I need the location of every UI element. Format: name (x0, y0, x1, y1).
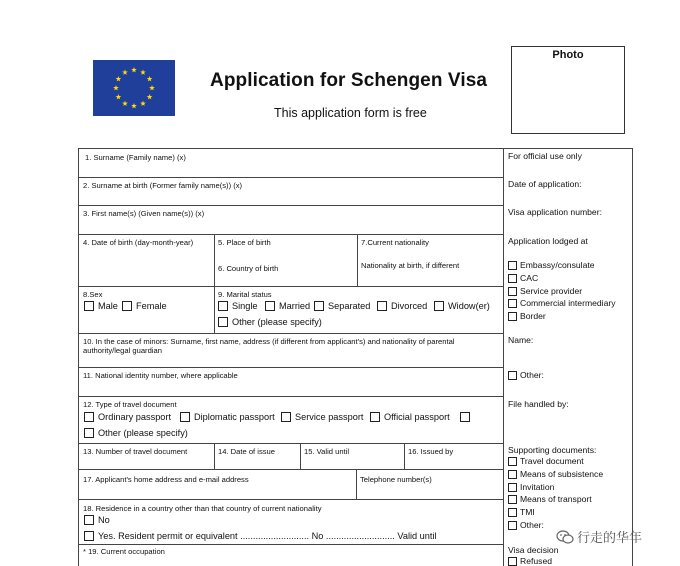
field-travel-document-label: 12. Type of travel document (83, 400, 177, 409)
checkbox[interactable] (508, 274, 517, 283)
official-lodged-at: Application lodged at (508, 236, 588, 246)
cell-divider (357, 234, 358, 286)
field-minors-label: 10. In the case of minors: Surname, first name, address (if different from applicant's) and nationality of parental (83, 337, 455, 346)
checkbox[interactable] (508, 457, 517, 466)
checkbox[interactable] (508, 470, 517, 479)
travel-doc-official[interactable]: Official passport (370, 412, 450, 422)
photo-box (511, 46, 625, 134)
sex-option-male[interactable]: Male (84, 301, 118, 311)
photo-label: Photo (552, 49, 584, 61)
official-use-heading: For official use only (508, 151, 582, 161)
field-place-of-birth-label: 5. Place of birth (218, 238, 271, 247)
field-home-address-label: 17. Applicant's home address and e-mail address (83, 475, 249, 484)
lodged-option-embassy[interactable]: Embassy/consulate (508, 260, 595, 270)
field-marital-status-label: 9. Marital status (218, 290, 272, 299)
watermark-text: 行走的华年 (577, 530, 643, 545)
field-date-of-birth-label: 4. Date of birth (day-month-year) (83, 238, 194, 247)
lodged-option-border[interactable]: Border (508, 311, 546, 321)
checkbox[interactable] (508, 557, 517, 566)
official-supporting-docs: Supporting documents: (508, 445, 597, 455)
row-divider (79, 234, 503, 235)
row-divider (79, 177, 503, 178)
row-divider (79, 443, 503, 444)
official-date-of-application: Date of application: (508, 179, 582, 189)
official-column-divider (503, 149, 504, 566)
docs-option-transport[interactable]: Means of transport (508, 494, 592, 504)
checkbox[interactable] (218, 317, 228, 327)
checkbox[interactable] (508, 371, 517, 380)
official-other[interactable]: Other: (508, 370, 544, 380)
watermark (556, 527, 642, 546)
travel-doc-other[interactable]: Other (please specify) (84, 428, 188, 438)
form-title: Application for Schengen Visa (210, 70, 488, 91)
checkbox[interactable] (508, 287, 517, 296)
marital-option-widower[interactable]: Widow(er) (434, 301, 490, 311)
field-nationality-at-birth-label: Nationality at birth, if different (361, 261, 460, 270)
checkbox[interactable] (508, 299, 517, 308)
residence-option-yes[interactable]: Yes. Resident permit or equivalent ........................... No ........................... Valid until (84, 531, 437, 541)
field-first-name-label: 3. First name(s) (Given name(s)) (x) (83, 209, 205, 218)
lodged-option-service-provider[interactable]: Service provider (508, 286, 582, 296)
cell-divider (356, 469, 357, 499)
travel-doc-diplomatic[interactable]: Diplomatic passport (180, 412, 275, 422)
eu-flag-logo (93, 60, 175, 116)
docs-option-tmi[interactable]: TMI (508, 507, 535, 517)
row-divider (79, 205, 503, 206)
checkbox[interactable] (218, 301, 228, 311)
checkbox[interactable] (508, 521, 517, 530)
field-minors-label-2: authority/legal guardian (83, 346, 162, 355)
checkbox[interactable] (508, 508, 517, 517)
docs-option-travel-document[interactable]: Travel document (508, 456, 584, 466)
row-divider (79, 499, 503, 500)
checkbox[interactable] (508, 495, 517, 504)
docs-option-subsistence[interactable]: Means of subsistence (508, 469, 603, 479)
eu-flag-stars (93, 60, 175, 116)
cell-divider (214, 234, 215, 333)
official-visa-decision: Visa decision (508, 545, 559, 555)
checkbox[interactable] (122, 301, 132, 311)
checkbox[interactable] (84, 428, 94, 438)
row-divider (79, 469, 503, 470)
decision-option-refused[interactable]: Refused (508, 556, 552, 566)
checkbox[interactable] (180, 412, 190, 422)
row-divider (79, 333, 503, 334)
marital-option-divorced[interactable]: Divorced (377, 301, 427, 311)
checkbox[interactable] (314, 301, 324, 311)
field-sex-label: 8.Sex (83, 290, 103, 299)
application-form (78, 148, 633, 566)
travel-doc-ordinary[interactable]: Ordinary passport (84, 412, 171, 422)
row-divider (79, 367, 503, 368)
field-surname-label: 1. Surname (Family name) (x) (85, 153, 186, 162)
field-current-occupation-label: * 19. Current occupation (83, 547, 165, 556)
official-file-handled: File handled by: (508, 399, 569, 409)
checkbox[interactable] (508, 312, 517, 321)
checkbox[interactable] (508, 483, 517, 492)
travel-doc-service[interactable]: Service passport (281, 412, 363, 422)
field-residence-label: 18. Residence in a country other than that country of current nationality (83, 504, 322, 513)
marital-option-other[interactable]: Other (please specify) (218, 317, 322, 327)
checkbox[interactable] (434, 301, 444, 311)
docs-option-invitation[interactable]: Invitation (508, 482, 554, 492)
checkbox[interactable] (84, 531, 94, 541)
form-subtitle: This application form is free (274, 106, 427, 120)
cell-divider (404, 443, 405, 469)
lodged-option-cac[interactable]: CAC (508, 273, 538, 283)
field-issued-by-label: 16. Issued by (408, 447, 454, 456)
marital-option-single[interactable]: Single (218, 301, 258, 311)
travel-doc-extra-checkbox[interactable] (460, 412, 470, 422)
wechat-icon (556, 530, 574, 544)
field-country-of-birth-label: 6. Country of birth (218, 264, 279, 273)
field-date-of-issue-label: 14. Date of issue (218, 447, 275, 456)
row-divider (79, 286, 503, 287)
field-surname-at-birth-label: 2. Surname at birth (Former family name(s)) (x) (83, 181, 243, 190)
checkbox[interactable] (370, 412, 380, 422)
cell-divider (300, 443, 301, 469)
lodged-option-commercial[interactable]: Commercial intermediary (508, 298, 616, 308)
checkbox[interactable] (377, 301, 387, 311)
cell-divider (214, 443, 215, 469)
sex-option-female[interactable]: Female (122, 301, 167, 311)
field-valid-until-label: 15. Valid until (304, 447, 350, 456)
row-divider (79, 544, 503, 545)
marital-option-married[interactable]: Married (265, 301, 310, 311)
checkbox[interactable] (281, 412, 291, 422)
docs-option-other[interactable]: Other: (508, 520, 544, 530)
field-national-id-label: 11. National identity number, where applicable (83, 371, 238, 380)
field-current-nationality-label: 7.Current nationality (361, 238, 429, 247)
marital-option-separated[interactable]: Separated (314, 301, 370, 311)
checkbox[interactable] (265, 301, 275, 311)
official-visa-number: Visa application number: (508, 207, 602, 217)
checkbox[interactable] (84, 301, 94, 311)
checkbox[interactable] (84, 412, 94, 422)
field-travel-doc-number-label: 13. Number of travel document (83, 447, 188, 456)
row-divider (79, 396, 503, 397)
checkbox[interactable] (84, 515, 94, 525)
field-telephone-label: Telephone number(s) (360, 475, 432, 484)
checkbox[interactable] (508, 261, 517, 270)
residence-option-no[interactable]: No (84, 515, 110, 525)
official-name: Name: (508, 335, 534, 345)
